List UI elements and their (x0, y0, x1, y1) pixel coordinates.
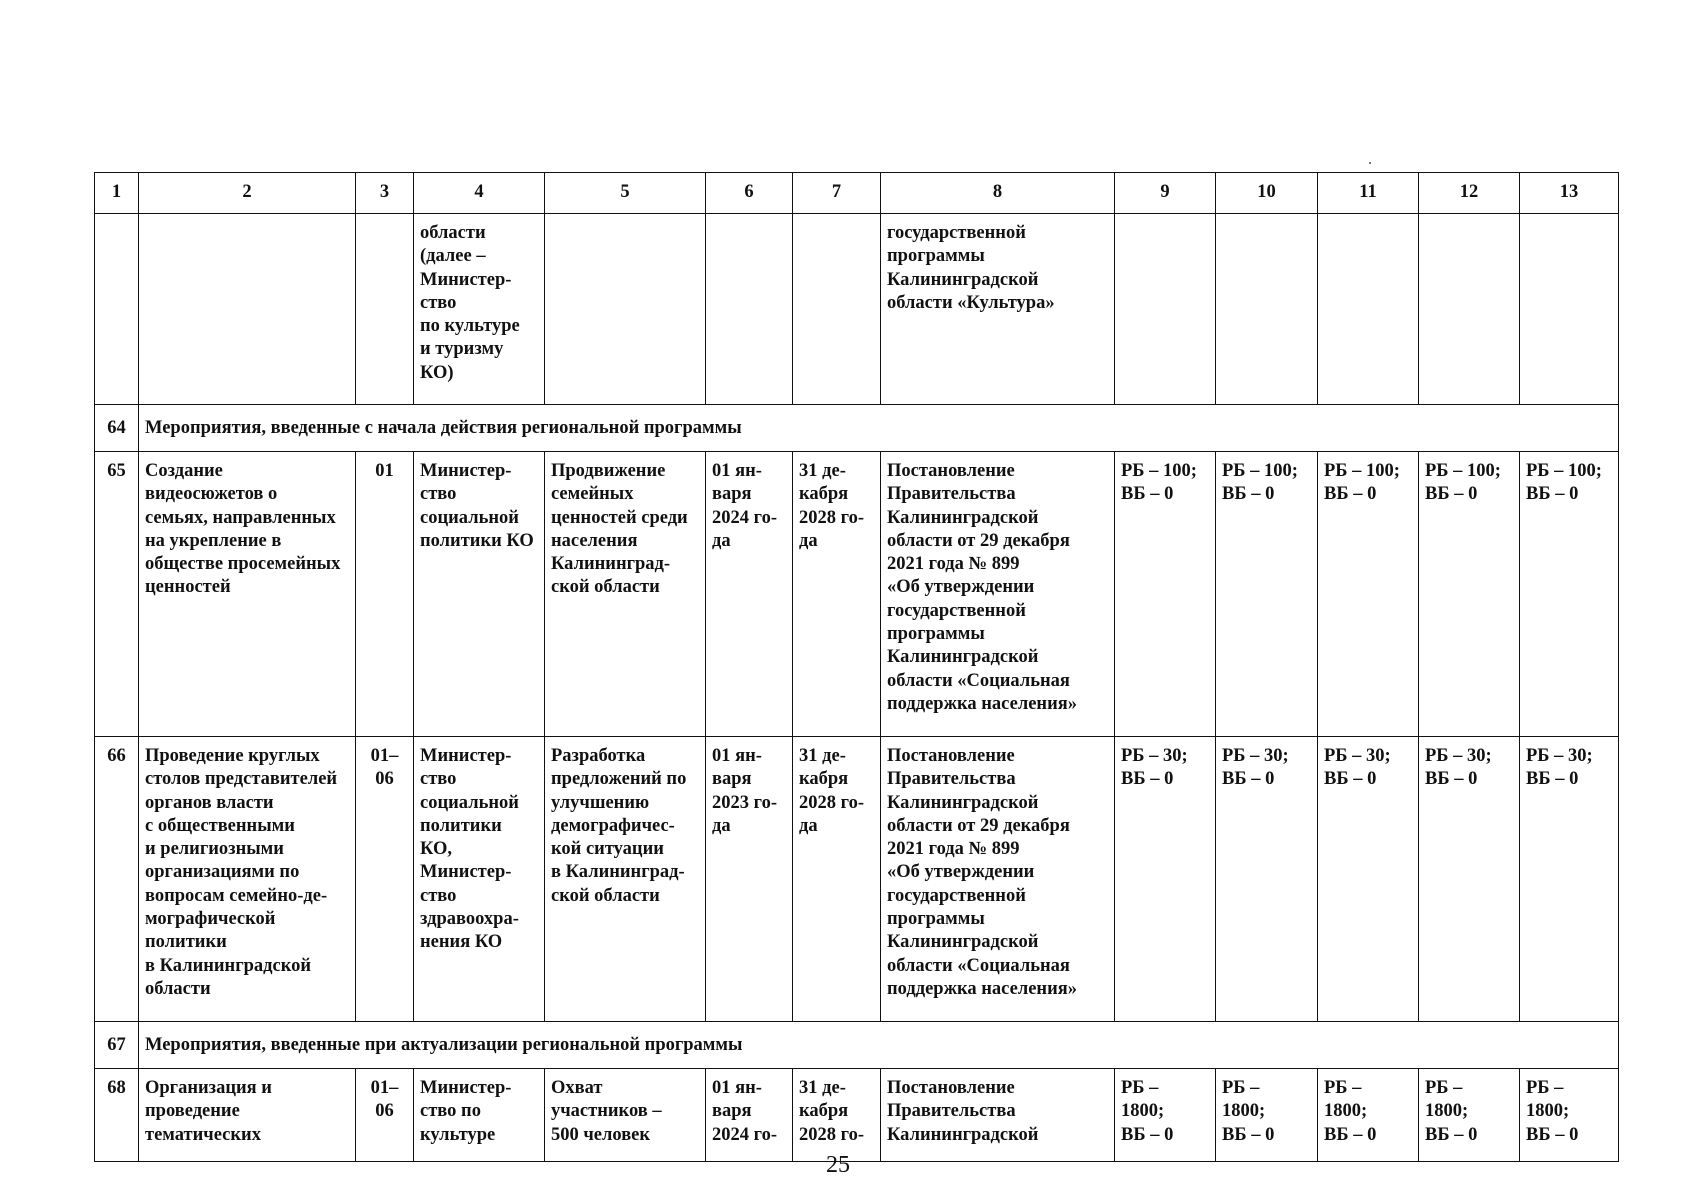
column-header: 3 (356, 173, 414, 214)
cell-number: 65 (95, 452, 139, 737)
program-table (94, 172, 1619, 1162)
cell-start: 01 ян- варя 2024 го- да (706, 452, 793, 737)
cell-funding: РБ – 30; ВБ – 0 (1318, 737, 1419, 1022)
cell-code: 01 (356, 452, 414, 737)
table-row-65 (95, 452, 1619, 737)
column-header: 11 (1318, 173, 1419, 214)
cell-document: Постановление Правительства Калининградской области от 29 декабря 2021 года № 899 «Об утверждении государственной программы Калининградской области «Социальная поддержка населения» (881, 452, 1115, 737)
cell-result: Продвижение семейных ценностей среди населения Калининград- ской области (545, 452, 706, 737)
cell-name (139, 214, 356, 405)
cell-end: 31 де- кабря 2028 го- да (793, 452, 881, 737)
cell-funding: РБ – 1800; ВБ – 0 (1216, 1069, 1318, 1162)
column-header: 4 (414, 173, 545, 214)
cell-funding (1419, 214, 1520, 405)
cell-start: 01 ян- варя 2024 го- (706, 1069, 793, 1162)
section-row-67 (95, 1022, 1619, 1069)
page-number: 25 (826, 1152, 850, 1178)
cell-name: Создание видеосюжетов о семьях, направленных на укрепление в обществе просемейных ценностей (139, 452, 356, 737)
cell-start: 01 ян- варя 2023 го- да (706, 737, 793, 1022)
cell-funding: РБ – 100; ВБ – 0 (1318, 452, 1419, 737)
column-header: 12 (1419, 173, 1520, 214)
header-row (95, 173, 1619, 214)
cell-name: Проведение круглых столов представителей органов власти с общественными и религиозными организациями по вопросам семейно-де- мографической политики в Калининградской области (139, 737, 356, 1022)
cell-document: государственной программы Калининградской области «Культура» (881, 214, 1115, 405)
cell-number: 67 (95, 1022, 139, 1069)
cell-name: Организация и проведение тематических (139, 1069, 356, 1162)
table-row-66 (95, 737, 1619, 1022)
cell-funding: РБ – 30; ВБ – 0 (1216, 737, 1318, 1022)
column-header: 1 (95, 173, 139, 214)
column-header: 9 (1115, 173, 1216, 214)
cell-funding (1520, 214, 1619, 405)
cell-code (356, 214, 414, 405)
cell-number: 64 (95, 405, 139, 452)
cell-funding: РБ – 100; ВБ – 0 (1216, 452, 1318, 737)
column-header: 6 (706, 173, 793, 214)
cell-responsible: Министер- ство социальной политики КО (414, 452, 545, 737)
cell-funding (1115, 214, 1216, 405)
column-header: 5 (545, 173, 706, 214)
cell-funding: РБ – 30; ВБ – 0 (1115, 737, 1216, 1022)
cell-funding: РБ – 100; ВБ – 0 (1115, 452, 1216, 737)
cell-number: 68 (95, 1069, 139, 1162)
column-header: 10 (1216, 173, 1318, 214)
cell-funding (1318, 214, 1419, 405)
scan-artifact (1369, 162, 1371, 164)
cell-funding: РБ – 1800; ВБ – 0 (1520, 1069, 1619, 1162)
cell-responsible: Министер- ство социальной политики КО, Министер- ство здравоохра- нения КО (414, 737, 545, 1022)
cell-start (706, 214, 793, 405)
table-row-continuation (95, 214, 1619, 405)
cell-funding (1216, 214, 1318, 405)
cell-end: 31 де- кабря 2028 го- да (793, 737, 881, 1022)
cell-funding: РБ – 30; ВБ – 0 (1520, 737, 1619, 1022)
cell-funding: РБ – 1800; ВБ – 0 (1318, 1069, 1419, 1162)
cell-code: 01– 06 (356, 1069, 414, 1162)
cell-code: 01– 06 (356, 737, 414, 1022)
cell-document: Постановление Правительства Калининградской (881, 1069, 1115, 1162)
section-row-64 (95, 405, 1619, 452)
cell-funding: РБ – 30; ВБ – 0 (1419, 737, 1520, 1022)
column-header: 2 (139, 173, 356, 214)
section-title: Мероприятия, введенные при актуализации региональной программы (139, 1022, 1619, 1069)
column-header: 7 (793, 173, 881, 214)
cell-responsible: Министер- ство по культуре (414, 1069, 545, 1162)
cell-number: 66 (95, 737, 139, 1022)
cell-number (95, 214, 139, 405)
cell-funding: РБ – 1800; ВБ – 0 (1419, 1069, 1520, 1162)
table-row-68 (95, 1069, 1619, 1162)
cell-result (545, 214, 706, 405)
cell-responsible: области (далее – Министер- ство по культуре и туризму КО) (414, 214, 545, 405)
cell-funding: РБ – 100; ВБ – 0 (1419, 452, 1520, 737)
cell-result: Охват участников – 500 человек (545, 1069, 706, 1162)
cell-document: Постановление Правительства Калининградской области от 29 декабря 2021 года № 899 «Об утверждении государственной программы Калининградской области «Социальная поддержка населения» (881, 737, 1115, 1022)
cell-funding: РБ – 100; ВБ – 0 (1520, 452, 1619, 737)
column-header: 8 (881, 173, 1115, 214)
section-title: Мероприятия, введенные с начала действия региональной программы (139, 405, 1619, 452)
cell-funding: РБ – 1800; ВБ – 0 (1115, 1069, 1216, 1162)
cell-end (793, 214, 881, 405)
cell-end: 31 де- кабря 2028 го- (793, 1069, 881, 1162)
cell-result: Разработка предложений по улучшению демографичес- кой ситуации в Калининград- ской области (545, 737, 706, 1022)
column-header: 13 (1520, 173, 1619, 214)
